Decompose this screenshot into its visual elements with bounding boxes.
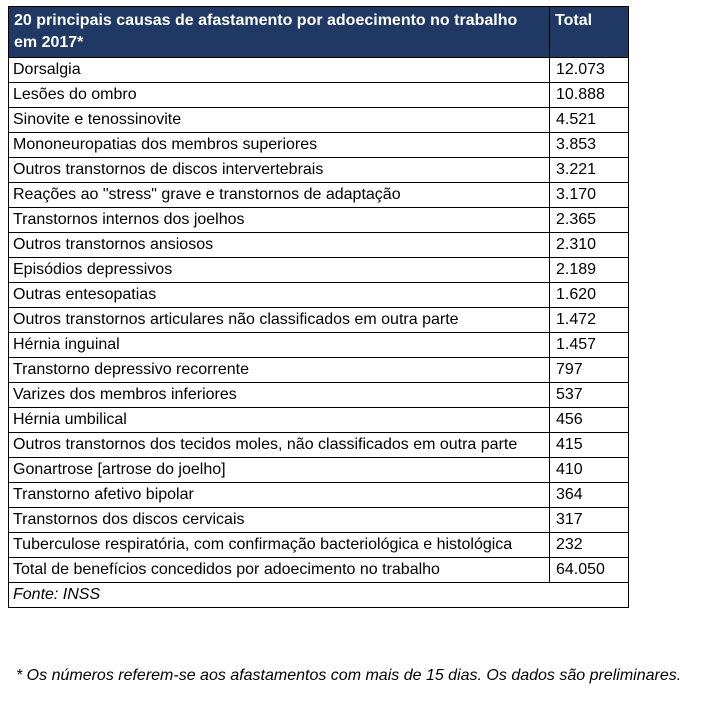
row-cause: Sinovite e tenossinovite (9, 108, 550, 133)
row-cause: Outros transtornos articulares não classificados em outra parte (9, 308, 550, 333)
row-total: 1.472 (550, 308, 629, 333)
row-cause: Outros transtornos ansiosos (9, 233, 550, 258)
row-cause: Outras entesopatias (9, 283, 550, 308)
table-row (9, 308, 629, 333)
table-row (9, 358, 629, 383)
row-total: 1.457 (550, 333, 629, 358)
table-row (9, 158, 629, 183)
table-header-row (9, 7, 629, 58)
row-total: 3.853 (550, 133, 629, 158)
row-total: 64.050 (550, 558, 629, 583)
causes-table (8, 6, 629, 608)
row-total: 415 (550, 433, 629, 458)
row-total: 537 (550, 383, 629, 408)
row-total: 410 (550, 458, 629, 483)
row-total: 3.170 (550, 183, 629, 208)
table-row (9, 233, 629, 258)
row-cause: Transtorno depressivo recorrente (9, 358, 550, 383)
row-cause: Hérnia inguinal (9, 333, 550, 358)
table-row (9, 258, 629, 283)
header-total: Total (550, 7, 629, 58)
source-note: Fonte: INSS (9, 583, 629, 608)
row-cause: Lesões do ombro (9, 83, 550, 108)
table-row (9, 208, 629, 233)
row-cause: Reações ao "stress" grave e transtornos de adaptação (9, 183, 550, 208)
row-cause: Mononeuropatias dos membros superiores (9, 133, 550, 158)
row-cause: Outros transtornos dos tecidos moles, não classificados em outra parte (9, 433, 550, 458)
row-cause: Gonartrose [artrose do joelho] (9, 458, 550, 483)
row-total: 3.221 (550, 158, 629, 183)
source-row (9, 583, 629, 608)
footnote: * Os números referem-se aos afastamentos com mais de 15 dias. Os dados são preliminares. (16, 667, 682, 684)
table-row (9, 58, 629, 83)
row-cause: Transtorno afetivo bipolar (9, 483, 550, 508)
table-row (9, 458, 629, 483)
header-cause: 20 principais causas de afastamento por adoecimento no trabalho em 2017* (9, 7, 550, 58)
table-row (9, 183, 629, 208)
row-total: 317 (550, 508, 629, 533)
row-cause: Episódios depressivos (9, 258, 550, 283)
table-row (9, 558, 629, 583)
row-total: 12.073 (550, 58, 629, 83)
table-row (9, 333, 629, 358)
row-total: 232 (550, 533, 629, 558)
table-row (9, 483, 629, 508)
table-row (9, 533, 629, 558)
row-total: 10.888 (550, 83, 629, 108)
row-total: 2.310 (550, 233, 629, 258)
row-cause: Hérnia umbilical (9, 408, 550, 433)
table-row (9, 433, 629, 458)
table-body (9, 58, 629, 583)
table-row (9, 83, 629, 108)
row-total: 456 (550, 408, 629, 433)
table-row (9, 283, 629, 308)
row-total: 797 (550, 358, 629, 383)
row-cause: Outros transtornos de discos intervertebrais (9, 158, 550, 183)
row-cause: Varizes dos membros inferiores (9, 383, 550, 408)
row-total: 2.365 (550, 208, 629, 233)
table-row (9, 383, 629, 408)
row-cause: Tuberculose respiratória, com confirmação bacteriológica e histológica (9, 533, 550, 558)
table-row (9, 508, 629, 533)
row-total: 4.521 (550, 108, 629, 133)
table-row (9, 108, 629, 133)
row-total: 364 (550, 483, 629, 508)
table-row (9, 133, 629, 158)
row-cause: Transtornos dos discos cervicais (9, 508, 550, 533)
row-cause: Dorsalgia (9, 58, 550, 83)
row-total: 1.620 (550, 283, 629, 308)
row-cause: Total de benefícios concedidos por adoecimento no trabalho (9, 558, 550, 583)
table-row (9, 408, 629, 433)
causes-table-container (8, 6, 628, 608)
row-total: 2.189 (550, 258, 629, 283)
row-cause: Transtornos internos dos joelhos (9, 208, 550, 233)
